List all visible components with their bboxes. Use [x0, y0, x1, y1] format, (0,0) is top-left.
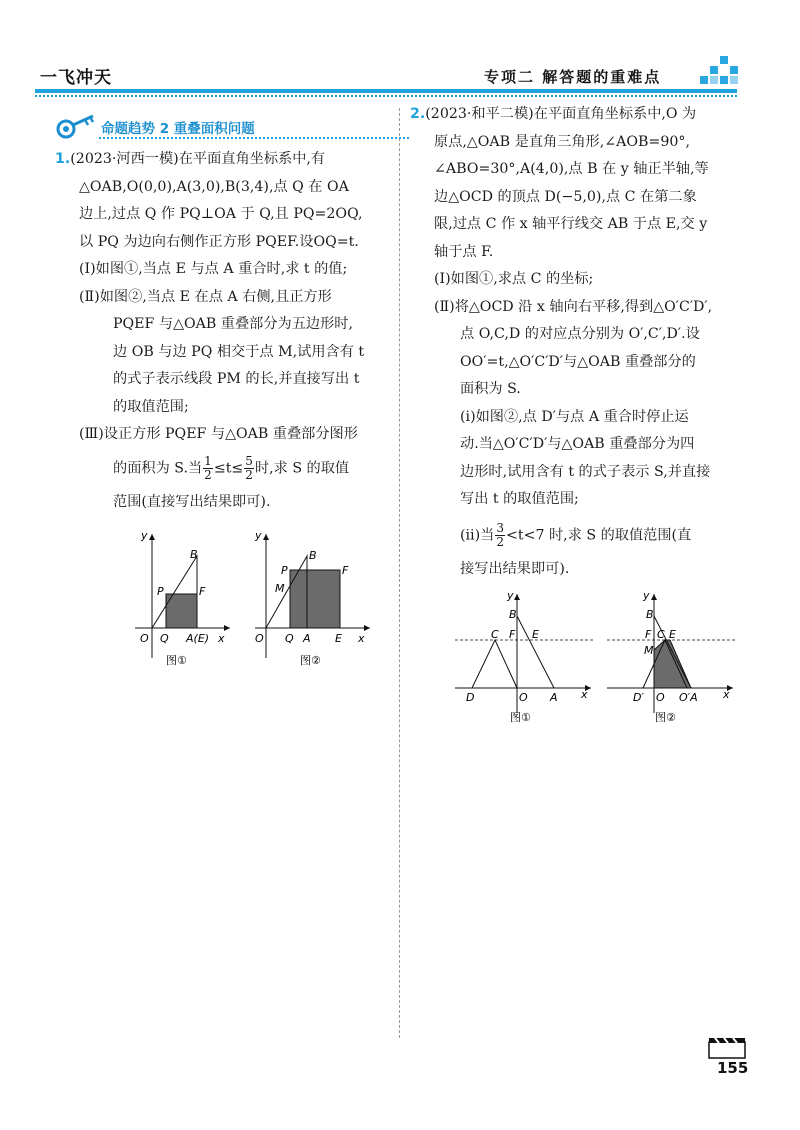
problem-2-sub-2-line: 接写出结果即可). — [460, 560, 570, 577]
fig-label: F — [342, 564, 349, 577]
fraction: $\frac{1}{2}$ — [204, 453, 212, 482]
problem-1 — [55, 146, 390, 516]
problem-2 — [410, 101, 755, 583]
problem-2-figure-2 — [605, 588, 740, 748]
fig-label: E — [669, 628, 676, 641]
fig-label: D — [466, 691, 475, 704]
problem-2-figure-1 — [453, 588, 603, 748]
problem-2-number: 2. — [410, 106, 426, 122]
fig-label: E — [335, 632, 342, 645]
problem-1-figure-1 — [130, 528, 240, 668]
fig-label: B — [190, 548, 198, 561]
problem-2-part-2-line: OO′=t,△O′C′D′与△OAB 重叠部分的 — [460, 353, 696, 370]
fig-label: F — [645, 628, 652, 641]
problem-1-line: 1.(2023·河西一模)在平面直角坐标系中,有 — [55, 151, 326, 167]
fig-label: B — [646, 608, 654, 621]
fig-caption: 图② — [300, 654, 321, 667]
section-heading — [55, 112, 375, 140]
problem-1-figure-2 — [250, 528, 380, 668]
fig-label: O′A — [679, 691, 698, 704]
problem-1-part-3-line: 的面积为 S.当 $\frac{1}{2}$ ≤t≤ $\frac{5}{2}$ 时,求 S 的取值 — [113, 453, 350, 482]
fig-label: M — [275, 582, 285, 595]
fig-label: x — [218, 632, 225, 645]
problem-2-sub-2: (ⅱ)当 $\frac{3}{2}$ <t<7 时,求 S 的取值范围(直 — [460, 520, 692, 549]
fig-label: Q — [160, 632, 169, 645]
fig-label: A — [303, 632, 311, 645]
header-dotted-rule — [35, 95, 737, 97]
problem-1-part-1: (Ⅰ)如图①,当点 E 与点 A 重合时,求 t 的值; — [79, 261, 348, 277]
fig-label: C — [491, 628, 499, 641]
problem-1-part-2-line: 的式子表示线段 PM 的长,并直接写出 t — [113, 371, 360, 387]
fig-label: x — [723, 688, 730, 701]
fig-label: F — [509, 628, 516, 641]
problem-1-line: 边上,过点 Q 作 PQ⊥OA 于 Q,且 PQ=2OQ, — [79, 206, 363, 222]
fig-label: M — [644, 644, 654, 657]
clapperboard-icon — [707, 1036, 747, 1060]
section-underline — [99, 137, 409, 139]
fig-label: O — [255, 632, 264, 645]
problem-2-part-2-line: 面积为 S. — [460, 381, 521, 397]
fraction: $\frac{5}{2}$ — [245, 453, 253, 482]
problem-1-line: △OAB,O(0,0),A(3,0),B(3,4),点 Q 在 OA — [79, 178, 349, 195]
fig-label: E — [532, 628, 539, 641]
fig-caption: 图① — [166, 654, 187, 667]
problem-2-line: 轴于点 F. — [434, 243, 494, 260]
problem-1-part-2-line: 边 OB 与边 PQ 相交于点 M,试用含有 t — [113, 343, 365, 360]
problem-2-part-2-line: 点 O,C,D 的对应点分别为 O′,C′,D′.设 — [460, 326, 700, 342]
problem-2-line: ∠ABO=30°,A(4,0),点 B 在 y 轴正半轴,等 — [434, 161, 709, 177]
problem-2-sub-1-line: 写出 t 的取值范围; — [460, 491, 579, 507]
problem-1-part-2-line: PQEF 与△OAB 重叠部分为五边形时, — [113, 316, 353, 332]
problem-2-line: 限,过点 C 作 x 轴平行线交 AB 于点 E,交 y — [434, 216, 708, 232]
problem-2-line: 2.(2023·和平二模)在平面直角坐标系中,O 为 — [410, 106, 697, 122]
problem-1-line: 以 PQ 为边向右侧作正方形 PQEF.设OQ=t. — [79, 233, 359, 250]
fig-label: B — [309, 549, 317, 562]
problem-2-line: 边△OCD 的顶点 D(−5,0),点 C 在第二象 — [434, 188, 697, 205]
problem-2-sub-1: (ⅰ)如图②,点 D′与点 A 重合时停止运 — [460, 408, 689, 425]
fig-label: D′ — [633, 691, 644, 704]
fig-label: A(E) — [186, 632, 210, 645]
problem-2-part-2: (Ⅱ)将△OCD 沿 x 轴向右平移,得到△O′C′D′, — [434, 298, 713, 315]
fig-label: O — [656, 691, 665, 704]
key-icon — [55, 112, 101, 142]
fig-label: y — [643, 589, 650, 602]
fig-label: A — [550, 691, 558, 704]
fig-label: x — [581, 688, 588, 701]
problem-2-line: 原点,△OAB 是直角三角形,∠AOB=90°, — [434, 133, 690, 150]
problem-2-sub-1-line: 边形时,试用含有 t 的式子表示 S,并直接 — [460, 463, 711, 480]
fig-label: y — [507, 589, 514, 602]
problem-1-part-2-line: 的取值范围; — [113, 398, 189, 415]
problem-1-number: 1. — [55, 151, 71, 167]
fig-label: Q — [285, 632, 294, 645]
fig-label: F — [199, 585, 206, 598]
column-divider — [399, 108, 400, 1038]
fig-caption: 图① — [510, 711, 531, 724]
fig-label: P — [281, 564, 288, 577]
fig-label: O — [519, 691, 528, 704]
fig-label: C — [657, 628, 665, 641]
fig-label: P — [157, 585, 164, 598]
fig-label: x — [358, 632, 365, 645]
problem-2-sub-1-line: 动.当△O′C′D′与△OAB 重叠部分为四 — [460, 436, 695, 452]
fig-caption: 图② — [655, 711, 676, 724]
fig-label: y — [141, 529, 148, 542]
problem-1-part-3: (Ⅲ)设正方形 PQEF 与△OAB 重叠部分图形 — [79, 426, 358, 442]
problem-1-part-3-line: 范围(直接写出结果即可). — [113, 493, 271, 510]
header-title: 专项二 解答题的重难点 — [484, 68, 662, 86]
fig-label: B — [509, 608, 517, 621]
problem-2-part-1: (Ⅰ)如图①,求点 C 的坐标; — [434, 271, 594, 287]
page-number: 155 — [717, 1059, 749, 1077]
fraction: $\frac{3}{2}$ — [496, 520, 504, 549]
header-rule — [35, 89, 737, 93]
fig-label: O — [140, 632, 149, 645]
header-squares — [700, 56, 740, 90]
section-label: 命题趋势 2 重叠面积问题 — [101, 121, 255, 137]
problem-1-part-2: (Ⅱ)如图②,当点 E 在点 A 右侧,且正方形 — [79, 288, 332, 305]
brand-logo: 一飞冲天 — [40, 68, 112, 88]
fig-label: y — [255, 529, 262, 542]
